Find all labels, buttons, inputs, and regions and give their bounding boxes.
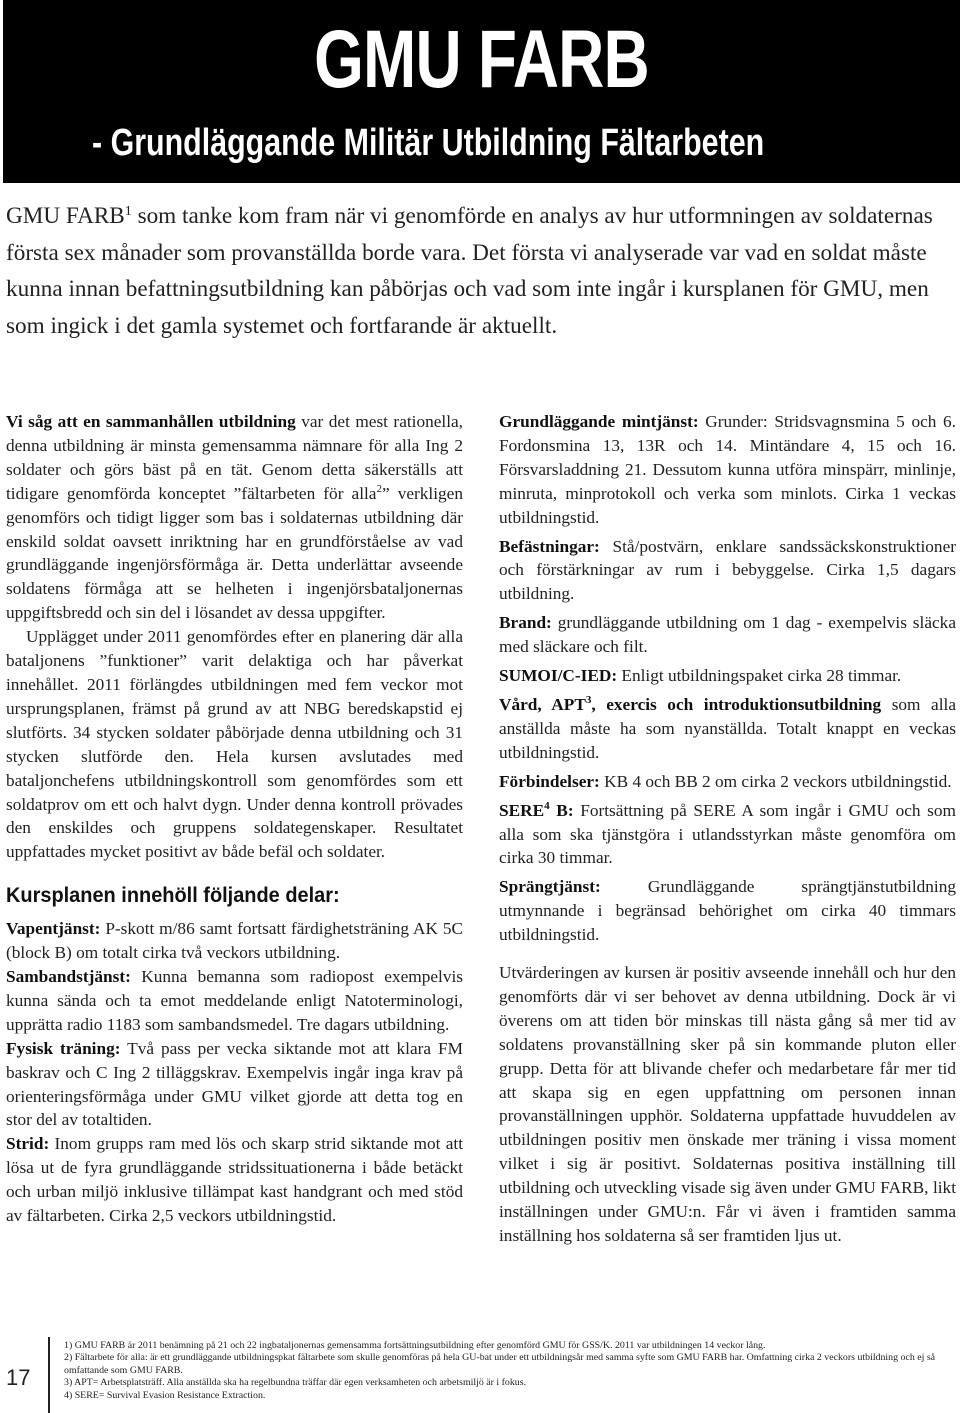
course-item-label: Brand: (499, 613, 552, 633)
course-item-text: Stå/postvärn, enklare sandssäckskonstruktioner och förstärkningar av rum i bebyggelse. Cirka 1,5 dagars utbildning. (499, 536, 956, 604)
body-paragraph: Upplägget under 2011 genomfördes efter en planering där alla bataljonens ”funktioner” varit delaktiga och har påverkat innehållet. 2011 förlängdes utbildningen med fem veckor mot ursprungsplanen, främst på grund av att NBG beredskapstid ej slutförts. 34 stycken soldater påbörjade denna utbildning och 31 stycken slutförde den. Hela kursen avslutades med bataljonchefens utbildningskontroll som genomfördes som ett soldatprov om ett och halvt dygn. Under denna kontroll prövades den enskildes och gruppens soldategenskaper. Resultatet uppfattades mycket positivt av både befäl och soldater. (6, 627, 463, 862)
course-item-text: Inom grupps ram med lös och skarp strid siktande mot att lösa ut de fyra grundläggande stridssituationerna i både betäckt och urban miljö inklusive tillämpat kast handgrant och med stöd av fältarbeten. Cirka 2,5 veckors utbildningstid. (6, 1134, 463, 1226)
footnote-ref-1: 1 (124, 204, 132, 219)
section-heading: Kursplanen innehöll följande delar: (6, 884, 340, 908)
course-item (6, 917, 463, 965)
course-item-label: Sprängtjänst: (499, 877, 601, 897)
course-item (499, 535, 956, 607)
course-item-text: P-skott m/86 samt fortsatt färdighetsträning AK 5C (block B) om totalt cirka två veckors utbildning. (6, 919, 463, 963)
body-paragraph (6, 410, 463, 625)
label-part: B: (549, 800, 574, 820)
page-subtitle: - Grundläggande Militär Utbildning Fältarbeten (92, 122, 765, 164)
course-item-label: Strid: (6, 1134, 50, 1154)
course-item (6, 1132, 463, 1228)
intro-lead: GMU FARB (6, 203, 125, 229)
course-item-text: Grunder: Stridsvagnsmina 5 och 6. Fordonsmina 13, 13R och 14. Mintändare 4, 15 och 16. Försvarsladdning 21. Dessutom kunna utföra minspärr, minlinje, minruta, minprotokoll och verka som minlots. Cirka 1 veckas utbildningstid. (499, 412, 957, 527)
course-item-label: Befästningar: (499, 536, 600, 556)
intro-text: som tanke kom fram när vi genomförde en analys av hur utformningen av soldaternas första sex månader som provanställda borde vara. Det första vi analyserade var vad en soldat måste kunna innan befattningsutbildning kan påbörjas och vad som inte ingår i kursplanen för GMU, men som ingick i det gamla systemet och fortfarande är aktuellt. (6, 203, 933, 339)
footnote: 1) GMU FARB är 2011 benämning på 21 och 22 ingbataljonernas gemensamma fortsättningsutbildning efter genomförd GMU för GSS/K. 2011 var utbildningen 14 veckor lång. (64, 1340, 766, 1351)
label-part: SERE (499, 800, 545, 820)
course-item (499, 611, 956, 659)
course-item (499, 410, 956, 530)
footnote-ref-4: 4 (544, 799, 550, 812)
course-item (499, 799, 956, 871)
page-title: GMU FARB (314, 14, 649, 105)
footnote-ref-2: 2 (376, 482, 382, 495)
course-item-label (499, 695, 881, 714)
course-item (499, 664, 956, 688)
label-part: Vård, APT (499, 694, 586, 714)
course-item-label: Sambandstjänst: (6, 967, 131, 987)
right-column (499, 410, 956, 1248)
title-banner (3, 0, 960, 183)
page-number: 17 (6, 1365, 31, 1390)
course-item-text: Två pass per vecka siktande mot att klara FM baskrav och C Ing 2 tilläggskrav. Exempelvis ingår inga krav på orienteringsförmåga under GMU vilket gjorde att detta tog en stor del av totaltiden. (6, 1038, 463, 1130)
course-item-text: KB 4 och BB 2 om cirka 2 veckors utbildningstid. (599, 771, 952, 791)
footnote-ref-3: 3 (585, 693, 592, 706)
course-item (499, 693, 956, 765)
course-item-label: SUMOI/C-IED: (499, 666, 618, 686)
course-item-label (499, 801, 574, 820)
intro-paragraph (6, 198, 956, 344)
paragraph-text: var det mest rationella, denna utbildning är minsta gemensamma nämnare för alla Ing 2 soldater och görs bäst på en tät. Genom detta säkerställs att tidigare genomförda konceptet ”fältarbeten för alla (6, 412, 464, 503)
course-item (499, 875, 956, 947)
evaluation-paragraph: Utvärderingen av kursen är positiv avseende innehåll och hur den genomförts där vi ser behovet av denna utbildning. Dock är vi överens om att tiden bör minskas till nästa gång så mer tid av soldatens provanställning sker på sin kommande pluton eller grupp. Detta för att blivande chefer och medarbetare får mer tid att skapa sig en egen uppfattning om personen innan provanställningen upphör. Soldaterna uppfattade huvuddelen av utbildningen positiv men önskade mer träning i vissa moment vilket i sig är positivt. Soldaternas positiva inställning till utbildning och utveckling visade sig även under GMU FARB, likt inställningen under GMU:n. Får vi även i framtiden samma inställning hos soldaterna så ser framtiden ljus ut. (499, 963, 956, 1245)
footnote-divider (48, 1337, 50, 1413)
course-item-label: Förbindelser: (499, 771, 600, 791)
course-item (6, 965, 463, 1037)
paragraph-text: ” verkligen genomförs och tidigt ligger som bas i soldaternas utbildning där enskild soldat oavsett inriktning har en grundförståelse av vad grundläggande ingenjörsförmåga är. Detta underlättar avseende soldatens förmåga att se helheten i ingenjörsbataljonernas uppgiftsbredd och sin del i lösandet av dessa uppgifter. (6, 483, 463, 623)
course-item-label: Vapentjänst: (6, 919, 101, 939)
course-item-text: Kunna bemanna som radiopost exempelvis kunna sända och ta emot meddelande enligt Natoterminologi, upprätta radio 1183 som sambandsmedel. Tre dagars utbildning. (6, 967, 463, 1034)
course-item-label: Grundläggande mintjänst: (499, 412, 699, 431)
footnotes (64, 1340, 954, 1402)
course-item-label: Fysisk träning: (6, 1038, 121, 1058)
paragraph-lead: Vi såg att en sammanhållen utbildning (6, 412, 296, 431)
course-item (499, 770, 956, 794)
footnote: 3) APT= Arbetsplatsträff. Alla anställda ska ha regelbundna träffar där egen verksamheten och arbetsmiljö är i fokus. (64, 1377, 527, 1389)
label-part: , exercis och introduktionsutbildning (591, 694, 882, 714)
course-item-text: som alla anställda måste ha som nyanställda. Totalt knappt en veckas utbildningstid. (499, 694, 956, 762)
course-item-text: Grundläggande sprängtjänstutbildning utmynnande i begränsad behörighet om cirka 40 timmars utbildningstid. (499, 877, 956, 945)
course-item (6, 1037, 463, 1133)
footnote: 4) SERE= Survival Evasion Resistance Extraction. (64, 1389, 266, 1401)
left-column (6, 410, 463, 1228)
course-item-text: grundläggande utbildning om 1 dag - exempelvis släcka med släckare och filt. (499, 613, 956, 657)
footnote: 2) Fältarbete för alla: är ett grundläggande utbildningspkat fältarbete som skulle genomföras på hela GU-bat under ett utbildningsår med samma syfte som GMU FARB har. Omfattning cirka 2 veckors utbildning och ej så omfattande som GMU FARB. (64, 1352, 936, 1376)
course-item-text: Fortsättning på SERE A som ingår i GMU och som alla som ska tjänstgöra i utlandsstyrkan måste genomföra om cirka 30 timmar. (499, 800, 956, 868)
course-item-text: Enligt utbildningspaket cirka 28 timmar. (617, 666, 902, 686)
